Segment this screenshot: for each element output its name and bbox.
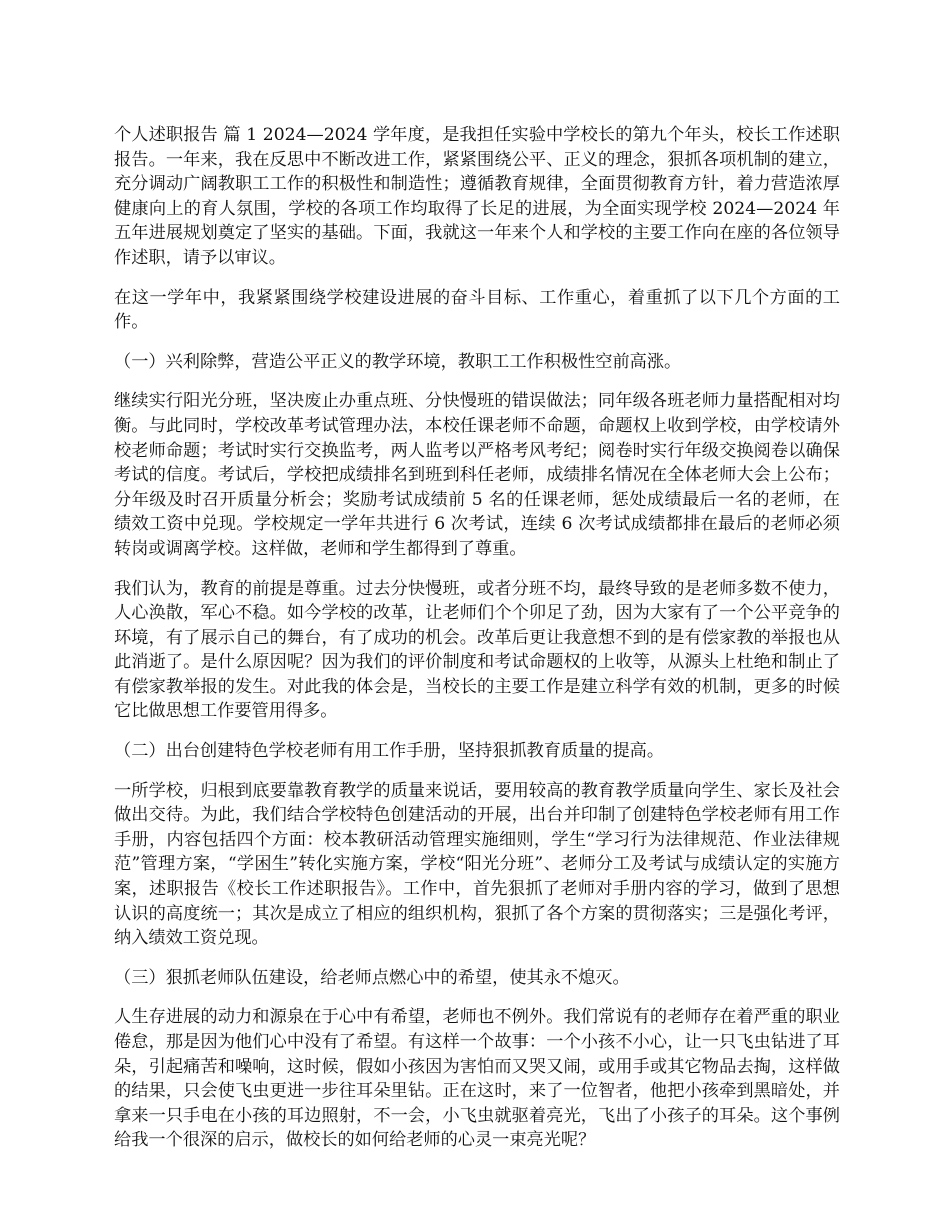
- document-body: [114, 123, 840, 1168]
- paragraph-section-3: 人生存进展的动力和源泉在于心中有希望，老师也不例外。我们常说有的老师存在着严重的职业倦怠，那是因为他们心中没有了希望。有这样一个故事：一个小孩不小心，让一只飞虫钻进了耳朵，引起痛苦和噪响，这时候，假如小孩因为害怕而又哭又闹，或用手或其它物品去掏，这样做的结果，只会使飞虫更进一步往耳朵里钻。正在这时，来了一位智者，他把小孩牵到黑暗处，并拿来一只手电在小孩的耳边照射，不一会，小飞虫就驱着亮光，飞出了小孩子的耳朵。这个事例给我一个很深的启示，做校长的如何给老师的心灵一束亮光呢？: [114, 1007, 840, 1151]
- section-heading-3: （三）狠抓老师队伍建设，给老师点燃心中的希望，使其永不熄灭。: [114, 967, 630, 988]
- paragraph-section-1-b: 我们认为，教育的前提是尊重。过去分快慢班，或者分班不均，最终导致的是老师多数不使力，人心涣散，军心不稳。如今学校的改革，让老师们个个卯足了劲，因为大家有了一个公平竞争的环境，有了展示自己的舞台，有了成功的机会。改革后更让我意想不到的是有偿家教的举报也从此消逝了。是什么原因呢？因为我们的评价制度和考试命题权的上收等，从源头上杜绝和制止了有偿家教举报的发生。对此我的体会是，当校长的主要工作是建立科学有效的机制，更多的时候它比做思想工作要管用得多。: [114, 578, 840, 722]
- paragraph-intro: 个人述职报告 篇 1 2024—2024 学年度，是我担任实验中学校长的第九个年头，校长工作述职报告。一年来，我在反思中不断改进工作，紧紧围绕公平、正义的理念，狠抓各项机制的建立，充分调动广阔教职工工作的积极性和制造性；遵循教育规律，全面贯彻教育方针，着力营造浓厚健康向上的育人氛围，学校的各项工作均取得了长足的进展，为全面实现学校 2024—2024 年五年进展规划奠定了坚实的基础。下面，我就这一年来个人和学校的主要工作向在座的各位领导作述职，请予以审议。: [114, 125, 840, 268]
- paragraph-section-2: 一所学校，归根到底要靠教育教学的质量来说话，要用较高的教育教学质量向学生、家长及社会做出交待。为此，我们结合学校特色创建活动的开展，出台并印制了创建特色学校老师有用工作手册，内容包括四个方面：校本教研活动管理实施细则，学生“学习行为法律规范、作业法律规范”管理方案，“学困生”转化实施方案，学校“阳光分班”、老师分工及考试与成绩认定的实施方案，述职报告《校长工作述职报告》。工作中，首先狠抓了老师对手册内容的学习，做到了思想认识的高度统一；其次是成立了相应的组织机构，狠抓了各个方案的贯彻落实；三是强化考评，纳入绩效工资兑现。: [114, 780, 840, 949]
- paragraph-overview: 在这一学年中，我紧紧围绕学校建设进展的奋斗目标、工作重心，着重抓了以下几个方面的工作。: [114, 287, 840, 333]
- section-heading-1: （一）兴利除弊，营造公平正义的教学环境，教职工工作积极性空前高涨。: [114, 351, 682, 372]
- paragraph-section-1-a: 继续实行阳光分班，坚决废止办重点班、分快慢班的错误做法；同年级各班老师力量搭配相对均衡。与此同时，学校改革考试管理办法，本校任课老师不命题，命题权上收到学校，由学校请外校老师命题；考试时实行交换监考，两人监考以严格考风考纪；阅卷时实行年级交换阅卷以确保考试的信度。考试后，学校把成绩排名到班到科任老师，成绩排名情况在全体老师大会上公布；分年级及时召开质量分析会；奖励考试成绩前 5 名的任课老师，惩处成绩最后一名的老师，在绩效工资中兑现。学校规定一学年共进行 6 次考试，连续 6 次考试成绩都排在最后的老师必须转岗或调离学校。这样做，老师和学生都得到了尊重。: [114, 391, 840, 559]
- section-heading-2: （二）出台创建特色学校老师有用工作手册，坚持狠抓教育质量的提高。: [114, 741, 665, 762]
